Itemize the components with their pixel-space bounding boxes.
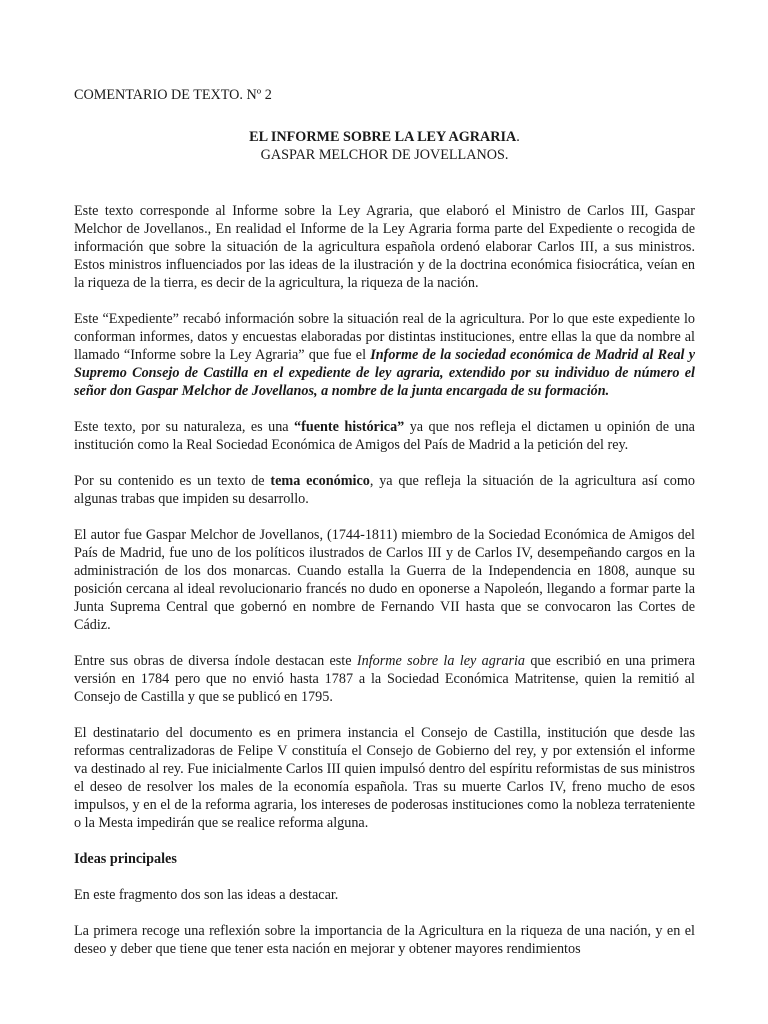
- paragraph-contenido-text-a: Por su contenido es un texto de: [74, 473, 271, 489]
- document-title: [74, 128, 695, 146]
- paragraph-obras-text-b: que escribió en una primera versión en 1784 pero que no envió hasta 1787 a la Sociedad Económica Matritense, quien la remitió al Consejo de Castilla y que se publicó en 1795.: [74, 653, 696, 705]
- paragraph-expediente-informe-title: Informe de la sociedad económica de Madrid al Real y Supremo Consejo de Castilla en el expediente de ley agraria, extendido por su individuo de número el señor don Gaspar Melchor de Jovellanos, a nombre de la junta encargada de su formación.: [74, 347, 695, 399]
- paragraph-introduction: Este texto corresponde al Informe sobre la Ley Agraria, que elaboró el Ministro de Carlos III, Gaspar Melchor de Jovellanos., En realidad el Informe de la Ley Agraria forma parte del Expediente o recogida de información que sobre la situación de la agricultura española ordenó elaborar Carlos III, a sus ministros. Estos ministros influenciados por las ideas de la ilustración y de la doctrina económica fisiocrática, veían en la riqueza de la tierra, es decir de la agricultura, la riqueza de la nación.: [74, 203, 695, 291]
- paragraph-contenido-text-b: , ya que refleja la situación de la agricultura así como algunas trabas que impiden su desarrollo.: [74, 473, 695, 507]
- paragraph-destinatario: El destinatario del documento es en primera instancia el Consejo de Castilla, institución que desde las reformas centralizadoras de Felipe V constituía el Consejo de Gobierno del rey, y por extensión el informe va destinado al rey. Fue inicialmente Carlos III quien impulsó dentro del espíritu reformistas de sus ministros el deseo de resolver los males de la economía española. Tras su muerte Carlos IV, freno mucho de esos impulsos, y en el de la reforma agraria, los intereses de poderosas instituciones como la nobleza terrateniente o la Mesta impedirán que se realice reforma alguna.: [74, 725, 695, 831]
- document-page: [74, 86, 695, 976]
- paragraph-expediente: [74, 310, 695, 400]
- section-heading-ideas: Ideas principales: [74, 851, 177, 867]
- paragraph-fuente-historica-text-b: ya que nos refleja el dictamen u opinión de una institución como la Real Sociedad Económica de Amigos del País de Madrid a la petición del rey.: [74, 419, 695, 453]
- paragraph-expediente-text: Este “Expediente” recabó información sobre la situación real de la agricultura. Por lo que este expediente lo conforman informes, datos y encuestas elaboradas por distintas instituciones, entre ellas la que da nombre al llamado “Informe sobre la Ley Agraria” que fue el: [74, 311, 695, 363]
- paragraph-fuente-historica: [74, 418, 695, 454]
- paragraph-fuente-historica-emphasis: “fuente histórica”: [294, 419, 405, 435]
- paragraph-obras: [74, 652, 695, 706]
- paragraph-contenido-emphasis: tema económico: [270, 473, 370, 489]
- title-block: [74, 128, 695, 164]
- paragraph-autor: El autor fue Gaspar Melchor de Jovellanos, (1744-1811) miembro de la Sociedad Económica de Amigos del País de Madrid, fue uno de los políticos ilustrados de Carlos III y de Carlos IV, desempeñando cargos en la administración de los dos monarcas. Cuando estalla la Guerra de la Independencia en 1808, aunque su posición cercana al ideal revolucionario francés no dudo en oponerse a Napoleón, llegando a formar parte la Junta Suprema Central que gobernó en nombre de Fernando VII hasta que se convocaron las Cortes de Cádiz.: [74, 527, 695, 633]
- document-title-text: EL INFORME SOBRE LA LEY AGRARIA: [249, 129, 517, 145]
- paragraph-obras-text-a: Entre sus obras de diversa índole destacan este: [74, 653, 357, 669]
- paragraph-ideas-intro: En este fragmento dos son las ideas a destacar.: [74, 887, 339, 903]
- document-header: COMENTARIO DE TEXTO. Nº 2: [74, 87, 272, 103]
- document-title-period: .: [516, 129, 520, 145]
- paragraph-obras-italic-title: Informe sobre la ley agraria: [356, 653, 526, 669]
- paragraph-contenido: [74, 472, 695, 508]
- paragraph-fuente-historica-text-a: Este texto, por su naturaleza, es una: [74, 419, 295, 435]
- paragraph-primera-idea: La primera recoge una reflexión sobre la importancia de la Agricultura en la riqueza de una nación, y en el deseo y deber que tiene que tener esta nación en mejorar y obtener mayores rendimientos: [74, 923, 695, 957]
- document-author: GASPAR MELCHOR DE JOVELLANOS.: [260, 147, 509, 163]
